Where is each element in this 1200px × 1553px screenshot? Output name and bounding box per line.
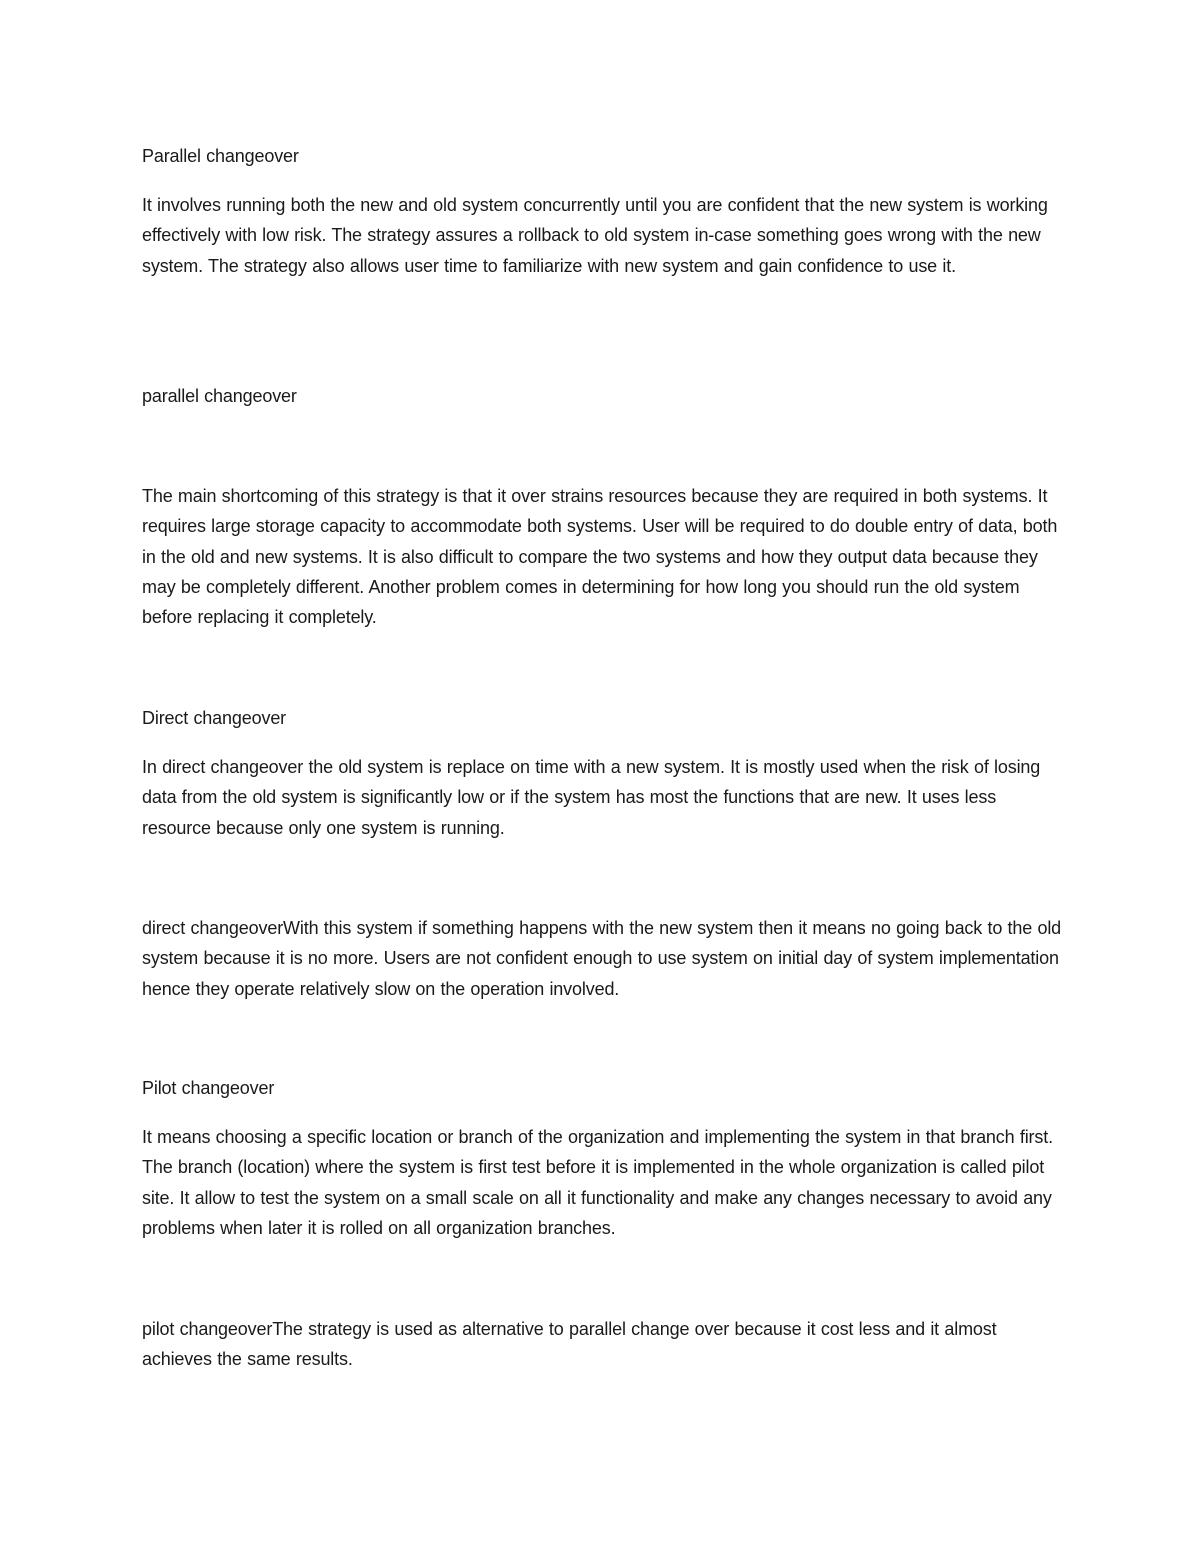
paragraph-parallel-shortcomings: The main shortcoming of this strategy is that it over strains resources because they are required in both systems. It requires large storage capacity to accommodate both systems. User will be required to do double entry of data, both in the old and new systems. It is also difficult to compare the two systems and how they output data because they may be completely different. Another problem comes in determining for how long you should run the old system before replacing it completely. xyxy=(142,486,1058,628)
paragraph-pilot-description: It means choosing a specific location or branch of the organization and implementing the system in that branch first. The branch (location) where the system is first test before it is implemented in the whole organization is called pilot site. It allow to test the system on a small scale on all it functionality and make any changes necessary to avoid any problems when later it is rolled on all organization branches. xyxy=(142,1127,1053,1238)
paragraph-parallel-description: It involves running both the new and old system concurrently until you are confident that the new system is working effectively with low risk. The strategy assures a rollback to old system in-case something goes wrong with the new system. The strategy also allows user time to familiarize with new system and gain confidence to use it. xyxy=(142,195,1048,276)
heading-pilot-changeover: Pilot changeover xyxy=(142,1078,275,1098)
caption-parallel-changeover: parallel changeover xyxy=(142,386,297,406)
paragraph-direct-description: In direct changeover the old system is replace on time with a new system. It is mostly used when the risk of losing data from the old system is significantly low or if the system has most the functions that are new. It uses less resource because only one system is running. xyxy=(142,757,1041,838)
heading-direct-changeover: Direct changeover xyxy=(142,708,287,728)
paragraph-pilot-advantages: pilot changeoverThe strategy is used as alternative to parallel change over because it cost less and it almost achieves the same results. xyxy=(142,1319,997,1370)
paragraph-direct-drawbacks: direct changeoverWith this system if something happens with the new system then it means no going back to the old system because it is no more. Users are not confident enough to use system on initial day of system implementation hence they operate relatively slow on the operation involved. xyxy=(142,918,1062,999)
heading-parallel-changeover: Parallel changeover xyxy=(142,146,299,166)
